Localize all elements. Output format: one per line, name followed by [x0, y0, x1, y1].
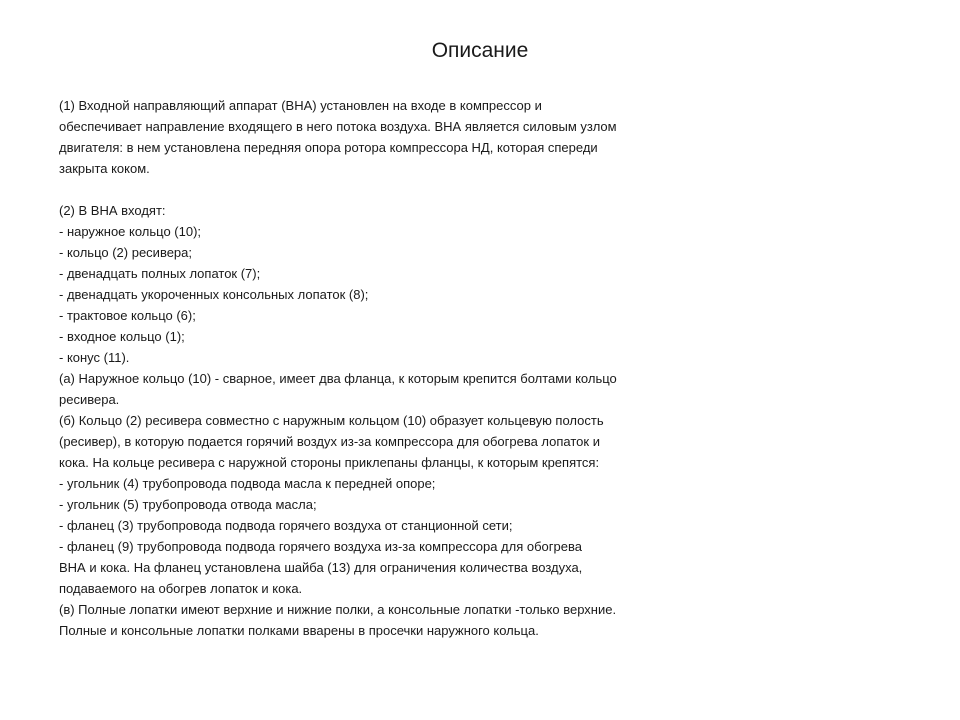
text-line: ВНА и кока. На фланец установлена шайба (13) для ограничения количества воздуха,	[59, 560, 583, 575]
text-line: подаваемого на обогрев лопаток и кока.	[59, 581, 303, 596]
text-line: (2) В ВНА входят:	[59, 203, 166, 218]
paragraph-gap	[59, 179, 919, 200]
body-text	[59, 95, 919, 641]
text-line: закрыта коком.	[59, 161, 150, 176]
list-item: - трактовое кольцо (6);	[59, 308, 196, 323]
text-line: (ресивер), в которую подается горячий воздух из-за компрессора для обогрева лопаток и	[59, 434, 600, 449]
text-line: двигателя: в нем установлена передняя опора ротора компрессора НД, которая спереди	[59, 140, 598, 155]
paragraph-2	[59, 200, 919, 641]
list-item: - двенадцать укороченных консольных лопаток (8);	[59, 287, 369, 302]
list-item: - фланец (9) трубопровода подвода горячего воздуха из-за компрессора для обогрева	[59, 539, 582, 554]
text-line: Полные и консольные лопатки полками вварены в просечки наружного кольца.	[59, 623, 539, 638]
page-title: Описание	[431, 39, 529, 62]
list-item: - угольник (4) трубопровода подвода масла к передней опоре;	[59, 476, 436, 491]
list-item: - угольник (5) трубопровода отвода масла;	[59, 497, 317, 512]
text-line: обеспечивает направление входящего в него потока воздуха. ВНА является силовым узлом	[59, 119, 617, 134]
list-item: - наружное кольцо (10);	[59, 224, 202, 239]
text-line: кока. На кольце ресивера с наружной стороны приклепаны фланцы, к которым крепятся:	[59, 455, 600, 470]
paragraph-1	[59, 95, 919, 179]
list-item: - конус (11).	[59, 350, 130, 365]
list-item: - кольцо (2) ресивера;	[59, 245, 193, 260]
text-line: (в) Полные лопатки имеют верхние и нижние полки, а консольные лопатки -только верхние.	[59, 602, 617, 617]
list-item: - входное кольцо (1);	[59, 329, 185, 344]
list-item: - фланец (3) трубопровода подвода горячего воздуха от станционной сети;	[59, 518, 513, 533]
list-item: - двенадцать полных лопаток (7);	[59, 266, 261, 281]
text-line: (б) Кольцо (2) ресивера совместно с наружным кольцом (10) образует кольцевую полость	[59, 413, 604, 428]
text-line: ресивера.	[59, 392, 120, 407]
text-line: (а) Наружное кольцо (10) - сварное, имеет два фланца, к которым крепится болтами кольцо	[59, 371, 617, 386]
text-line: (1) Входной направляющий аппарат (ВНА) установлен на входе в компрессор и	[59, 98, 542, 113]
